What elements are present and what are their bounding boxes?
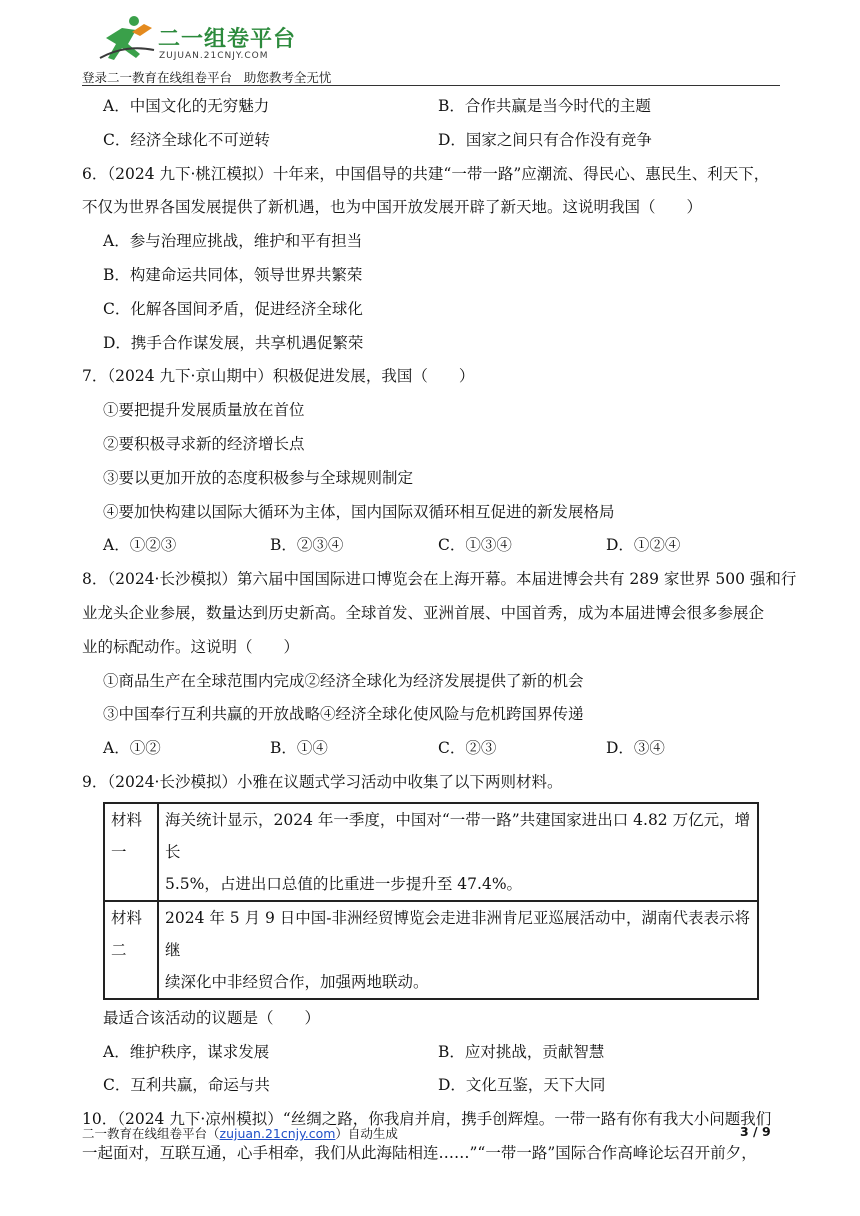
q7-statement-1: ①要把提升发展质量放在首位 <box>103 401 305 420</box>
footer-suffix: ）自动生成 <box>335 1126 398 1141</box>
q6-option-b[interactable]: B．构建命运共同体，领导世界共繁荣 <box>103 265 363 284</box>
q8-stem-line-2: 业龙头企业参展，数量达到历史新高。全球首发、亚洲首展、中国首秀，成为本届进博会很多参展企 <box>82 603 765 622</box>
q9-option-d[interactable]: D．文化互鉴，天下大同 <box>438 1076 606 1095</box>
q5-option-c[interactable]: C．经济全球化不可逆转 <box>103 130 270 149</box>
q8-option-b[interactable]: B．①④ <box>270 739 328 758</box>
q7-statement-4: ④要加快构建以国际大循环为主体，国内国际双循环相互促进的新发展格局 <box>103 502 615 521</box>
q9-options-row-1 <box>82 1036 782 1070</box>
material-2-text: 2024 年 5 月 9 日中国-非洲经贸博览会走进非洲肯尼亚巡展活动中，湖南代表表示将继 续深化中非经贸合作，加强两地联动。 <box>158 901 758 999</box>
header-divider <box>82 85 780 86</box>
q10-stem-line-2: 一起面对，互联互通，心手相牵，我们从此海陆相连……”“一带一路”国际合作高峰论坛召开前夕， <box>82 1143 757 1162</box>
q8-stem-line-3: 业的标配动作。这说明（ ） <box>82 637 300 656</box>
material-2-label: 材料 二 <box>104 901 158 999</box>
q6-option-c[interactable]: C．化解各国间矛盾，促进经济全球化 <box>103 299 363 318</box>
q10-stem-line-1: 10．（2024 九下·凉州模拟）“丝绸之路，你我肩并肩，携手创辉煌。一带一路有你有我大小问题我们 <box>82 1110 772 1129</box>
q6-option-d[interactable]: D．携手合作谋发展，共享机遇促繁荣 <box>103 333 364 352</box>
page-number: 3 / 9 <box>740 1124 771 1139</box>
logo-url: ZUJUAN.21CNJY.COM <box>159 51 269 61</box>
q7-statement-3: ③要以更加开放的态度积极参与全球规则制定 <box>103 468 414 487</box>
material-row-2 <box>104 901 758 999</box>
q9-option-c[interactable]: C．互利共赢，命运与共 <box>103 1076 270 1095</box>
q5-option-a[interactable]: A．中国文化的无穷魅力 <box>103 97 270 115</box>
q5-options-row-1 <box>82 90 782 124</box>
q7-options-row <box>82 529 782 563</box>
q8-option-d[interactable]: D．③④ <box>606 739 665 758</box>
q9-options-row-2 <box>82 1069 782 1103</box>
question-content <box>82 90 797 1171</box>
q7-option-b[interactable]: B．②③④ <box>270 536 344 555</box>
runner-logo-icon <box>96 14 156 64</box>
q6-stem-line-2: 不仅为世界各国发展提供了新机遇，也为中国开放发展开辟了新天地。这说明我国（ ） <box>82 198 703 217</box>
material-row-1 <box>104 803 758 901</box>
q7-option-d[interactable]: D．①②④ <box>606 536 681 555</box>
q5-option-d[interactable]: D．国家之间只有合作没有竞争 <box>438 130 652 149</box>
q9-material-table <box>103 802 759 1000</box>
q8-stem-line-1: 8．（2024·长沙模拟）第六届中国国际进口博览会在上海开幕。本届进博会共有 289 家世界 500 强和行 <box>82 570 797 589</box>
q8-statements-1-2: ①商品生产在全球范围内完成②经济全球化为经济发展提供了新的机会 <box>103 671 584 690</box>
q6-option-a[interactable]: A．参与治理应挑战，维护和平有担当 <box>103 232 363 251</box>
q7-statement-2: ②要积极寻求新的经济增长点 <box>103 434 305 453</box>
q9-question: 最适合该活动的议题是（ ） <box>103 1008 321 1027</box>
site-logo[interactable] <box>96 14 296 66</box>
q9-option-a[interactable]: A．维护秩序，谋求发展 <box>103 1042 270 1061</box>
q8-options-row <box>82 732 782 766</box>
q8-option-a[interactable]: A．①② <box>103 739 161 758</box>
logo-title: 二一组卷平台 <box>158 27 297 52</box>
q5-option-b[interactable]: B．合作共赢是当今时代的主题 <box>438 97 651 115</box>
q8-statements-3-4: ③中国奉行互利共赢的开放战略④经济全球化使风险与危机跨国界传递 <box>103 705 584 724</box>
q7-option-a[interactable]: A．①②③ <box>103 536 177 555</box>
material-1-text: 海关统计显示，2024 年一季度，中国对“一带一路”共建国家进出口 4.82 万亿元，增长 5.5%，占进出口总值的比重进一步提升至 47.4%。 <box>158 803 758 901</box>
header-slogan: 登录二一教育在线组卷平台 助您教考全无忧 <box>82 70 332 85</box>
footer-prefix: 二一教育在线组卷平台（ <box>82 1126 220 1141</box>
q9-stem: 9．（2024·长沙模拟）小雅在议题式学习活动中收集了以下两则材料。 <box>82 772 563 791</box>
q8-option-c[interactable]: C．②③ <box>438 739 497 758</box>
q7-stem: 7．（2024 九下·京山期中）积极促进发展，我国（ ） <box>82 367 475 386</box>
q5-options-row-2 <box>82 124 782 158</box>
footer-link[interactable]: zujuan.21cnjy.com <box>219 1126 336 1141</box>
q7-option-c[interactable]: C．①③④ <box>438 536 512 555</box>
q6-stem-line-1: 6．（2024 九下·桃江模拟）十年来，中国倡导的共建“一带一路”应潮流、得民心、惠民生、利天下， <box>82 164 770 183</box>
page-footer <box>82 1124 398 1142</box>
material-1-label: 材料 一 <box>104 803 158 901</box>
page-header <box>82 14 782 84</box>
q9-option-b[interactable]: B．应对挑战，贡献智慧 <box>438 1042 605 1061</box>
